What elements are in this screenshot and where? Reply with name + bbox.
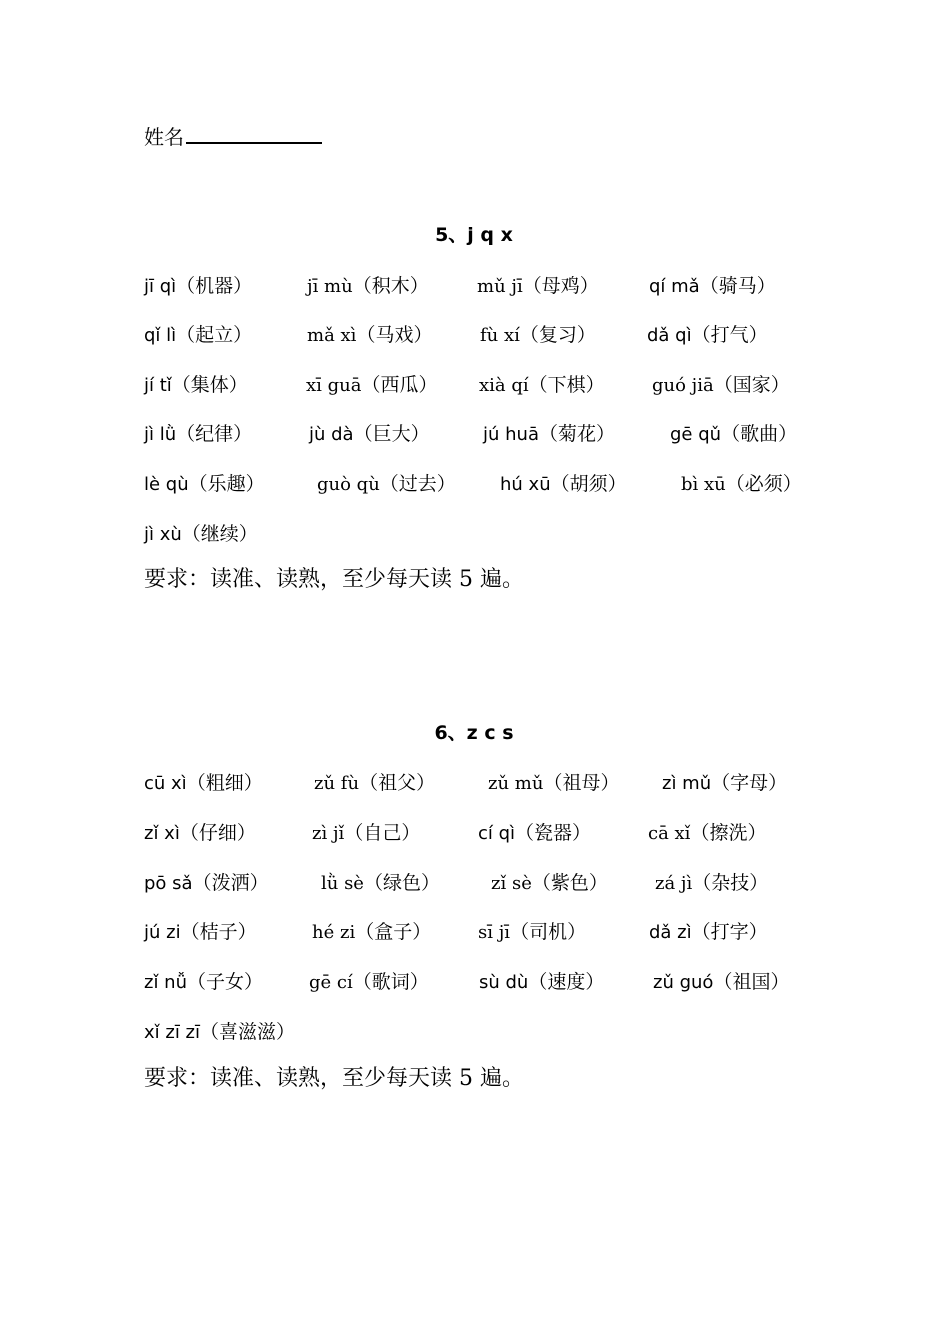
word-item bbox=[144, 1017, 295, 1048]
word-hanzi: （国家） bbox=[713, 374, 790, 396]
word-pinyin: dǎ qì bbox=[647, 325, 692, 346]
word-pinyin: guó jiā bbox=[652, 375, 714, 396]
word-hanzi: （盒子） bbox=[355, 921, 432, 943]
word-hanzi: （起立） bbox=[176, 324, 253, 346]
word-hanzi: （祖国） bbox=[713, 971, 790, 993]
word-item bbox=[144, 917, 257, 948]
word-hanzi: （集体） bbox=[171, 374, 248, 396]
word-hanzi: （西瓜） bbox=[361, 374, 438, 396]
word-pinyin: jú zi bbox=[144, 922, 181, 943]
word-hanzi: （子女） bbox=[187, 971, 264, 993]
word-hanzi: （擦洗） bbox=[690, 822, 767, 844]
word-item bbox=[478, 917, 586, 948]
word-pinyin: jī qì bbox=[144, 276, 177, 297]
word-hanzi: （积木） bbox=[352, 275, 429, 297]
word-hanzi: （必须） bbox=[725, 473, 802, 495]
word-pinyin: jì lǜ bbox=[144, 424, 177, 445]
word-pinyin: guò qù bbox=[317, 474, 380, 495]
word-pinyin: cā xǐ bbox=[648, 823, 691, 844]
word-item bbox=[144, 320, 252, 351]
word-pinyin: qí mǎ bbox=[649, 276, 700, 297]
word-item bbox=[652, 370, 790, 401]
word-item bbox=[670, 419, 797, 450]
word-pinyin: cū xì bbox=[144, 773, 187, 794]
word-pinyin: jì xù bbox=[144, 524, 182, 545]
word-hanzi: （马戏） bbox=[356, 324, 433, 346]
word-item bbox=[144, 419, 252, 450]
word-pinyin: xià qí bbox=[479, 375, 529, 396]
word-item bbox=[649, 917, 768, 948]
word-pinyin: mǔ jī bbox=[477, 276, 523, 297]
word-pinyin: xǐ zī zī bbox=[144, 1022, 200, 1043]
word-item bbox=[321, 868, 440, 899]
word-item bbox=[314, 768, 435, 799]
word-item bbox=[144, 818, 256, 849]
requirement-text: 要求：读准、读熟，至少每天读 5 遍。 bbox=[144, 567, 524, 592]
word-pinyin: jī mù bbox=[307, 276, 353, 297]
word-pinyin: zǔ mǔ bbox=[488, 773, 544, 794]
word-item bbox=[144, 370, 248, 401]
word-pinyin: zǐ xì bbox=[144, 823, 180, 844]
word-pinyin: gē cí bbox=[309, 972, 353, 993]
word-hanzi: （打字） bbox=[691, 921, 768, 943]
word-pinyin: xī guā bbox=[306, 375, 362, 396]
word-row bbox=[144, 868, 824, 898]
word-hanzi: （乐趣） bbox=[188, 473, 265, 495]
word-pinyin: cí qì bbox=[478, 823, 516, 844]
word-pinyin: pō sǎ bbox=[144, 873, 193, 894]
word-item bbox=[488, 768, 619, 799]
word-hanzi: （粗细） bbox=[186, 772, 263, 794]
word-row bbox=[144, 320, 824, 350]
word-item bbox=[653, 967, 789, 998]
word-hanzi: （绿色） bbox=[363, 872, 440, 894]
word-row bbox=[144, 967, 824, 997]
word-pinyin: hé zi bbox=[312, 922, 356, 943]
word-pinyin: jí tǐ bbox=[144, 375, 172, 396]
requirement-text: 要求：读准、读熟，至少每天读 5 遍。 bbox=[144, 1066, 524, 1091]
word-item bbox=[477, 271, 599, 302]
word-row bbox=[144, 419, 824, 449]
word-hanzi: （速度） bbox=[528, 971, 605, 993]
word-hanzi: （过去） bbox=[379, 473, 456, 495]
word-row bbox=[144, 370, 824, 400]
word-pinyin: qǐ lì bbox=[144, 325, 177, 346]
word-item bbox=[479, 370, 605, 401]
word-hanzi: （桔子） bbox=[180, 921, 257, 943]
word-item bbox=[312, 917, 431, 948]
word-item bbox=[309, 967, 429, 998]
word-hanzi: （瓷器） bbox=[515, 822, 592, 844]
word-hanzi: （泼洒） bbox=[192, 872, 269, 894]
word-hanzi: （司机） bbox=[510, 921, 587, 943]
word-pinyin: zǐ sè bbox=[491, 873, 532, 894]
word-item bbox=[306, 370, 438, 401]
word-item bbox=[307, 320, 432, 351]
word-row bbox=[144, 1017, 824, 1047]
word-hanzi: （复习） bbox=[519, 324, 596, 346]
word-item bbox=[647, 320, 768, 351]
name-label: 姓名 bbox=[144, 125, 184, 149]
word-item bbox=[500, 469, 627, 500]
word-hanzi: （紫色） bbox=[531, 872, 608, 894]
word-item bbox=[483, 419, 615, 450]
word-pinyin: zì jǐ bbox=[312, 823, 345, 844]
word-pinyin: lǜ sè bbox=[321, 873, 364, 894]
section-title: 5、j q x bbox=[435, 224, 513, 246]
word-hanzi: （祖父） bbox=[359, 772, 436, 794]
word-item bbox=[479, 967, 604, 998]
word-hanzi: （骑马） bbox=[699, 275, 776, 297]
word-hanzi: （机器） bbox=[176, 275, 253, 297]
word-row bbox=[144, 271, 824, 301]
word-pinyin: sī jī bbox=[478, 922, 511, 943]
word-pinyin: zá jì bbox=[655, 873, 693, 894]
word-pinyin: lè qù bbox=[144, 474, 189, 495]
word-hanzi: （歌词） bbox=[352, 971, 429, 993]
word-hanzi: （打气） bbox=[691, 324, 768, 346]
section-title: 6、z c s bbox=[434, 722, 514, 744]
word-item bbox=[144, 271, 252, 302]
word-hanzi: （纪律） bbox=[176, 423, 253, 445]
word-item bbox=[307, 271, 429, 302]
word-hanzi: （菊花） bbox=[538, 423, 615, 445]
word-pinyin: zǔ guó bbox=[653, 972, 714, 993]
word-item bbox=[144, 868, 269, 899]
word-hanzi: （杂技） bbox=[692, 872, 769, 894]
word-pinyin: zì mǔ bbox=[662, 773, 712, 794]
word-hanzi: （歌曲） bbox=[721, 423, 798, 445]
word-item bbox=[662, 768, 787, 799]
word-item bbox=[312, 818, 420, 849]
word-pinyin: jù dà bbox=[309, 424, 354, 445]
word-pinyin: gē qǔ bbox=[670, 424, 722, 445]
word-pinyin: hú xū bbox=[500, 474, 551, 495]
word-pinyin: jú huā bbox=[483, 424, 539, 445]
word-item bbox=[480, 320, 596, 351]
word-pinyin: bì xū bbox=[681, 474, 726, 495]
word-item bbox=[144, 519, 258, 550]
word-hanzi: （仔细） bbox=[179, 822, 256, 844]
word-item bbox=[317, 469, 456, 500]
word-row bbox=[144, 818, 824, 848]
word-hanzi: （祖母） bbox=[543, 772, 620, 794]
word-pinyin: fù xí bbox=[480, 325, 520, 346]
word-pinyin: zǐ nǚ bbox=[144, 972, 187, 993]
name-blank-line[interactable] bbox=[186, 122, 322, 144]
word-item bbox=[648, 818, 766, 849]
word-item bbox=[649, 271, 776, 302]
word-item bbox=[144, 768, 263, 799]
word-pinyin: sù dù bbox=[479, 972, 529, 993]
word-hanzi: （喜滋滋） bbox=[200, 1021, 296, 1043]
word-item bbox=[144, 967, 263, 998]
word-hanzi: （自己） bbox=[344, 822, 421, 844]
word-row bbox=[144, 917, 824, 947]
word-hanzi: （继续） bbox=[181, 523, 258, 545]
word-item bbox=[655, 868, 768, 899]
word-hanzi: （字母） bbox=[711, 772, 788, 794]
word-pinyin: dǎ zì bbox=[649, 922, 692, 943]
word-item bbox=[309, 419, 430, 450]
word-pinyin: mǎ xì bbox=[307, 325, 357, 346]
word-row bbox=[144, 768, 824, 798]
word-row bbox=[144, 469, 824, 499]
word-row bbox=[144, 519, 824, 549]
word-hanzi: （下棋） bbox=[528, 374, 605, 396]
word-item bbox=[491, 868, 608, 899]
word-item bbox=[144, 469, 265, 500]
word-pinyin: zǔ fù bbox=[314, 773, 360, 794]
word-item bbox=[478, 818, 591, 849]
word-hanzi: （母鸡） bbox=[522, 275, 599, 297]
word-hanzi: （胡须） bbox=[550, 473, 627, 495]
word-item bbox=[681, 469, 802, 500]
word-hanzi: （巨大） bbox=[353, 423, 430, 445]
name-field bbox=[144, 122, 322, 151]
